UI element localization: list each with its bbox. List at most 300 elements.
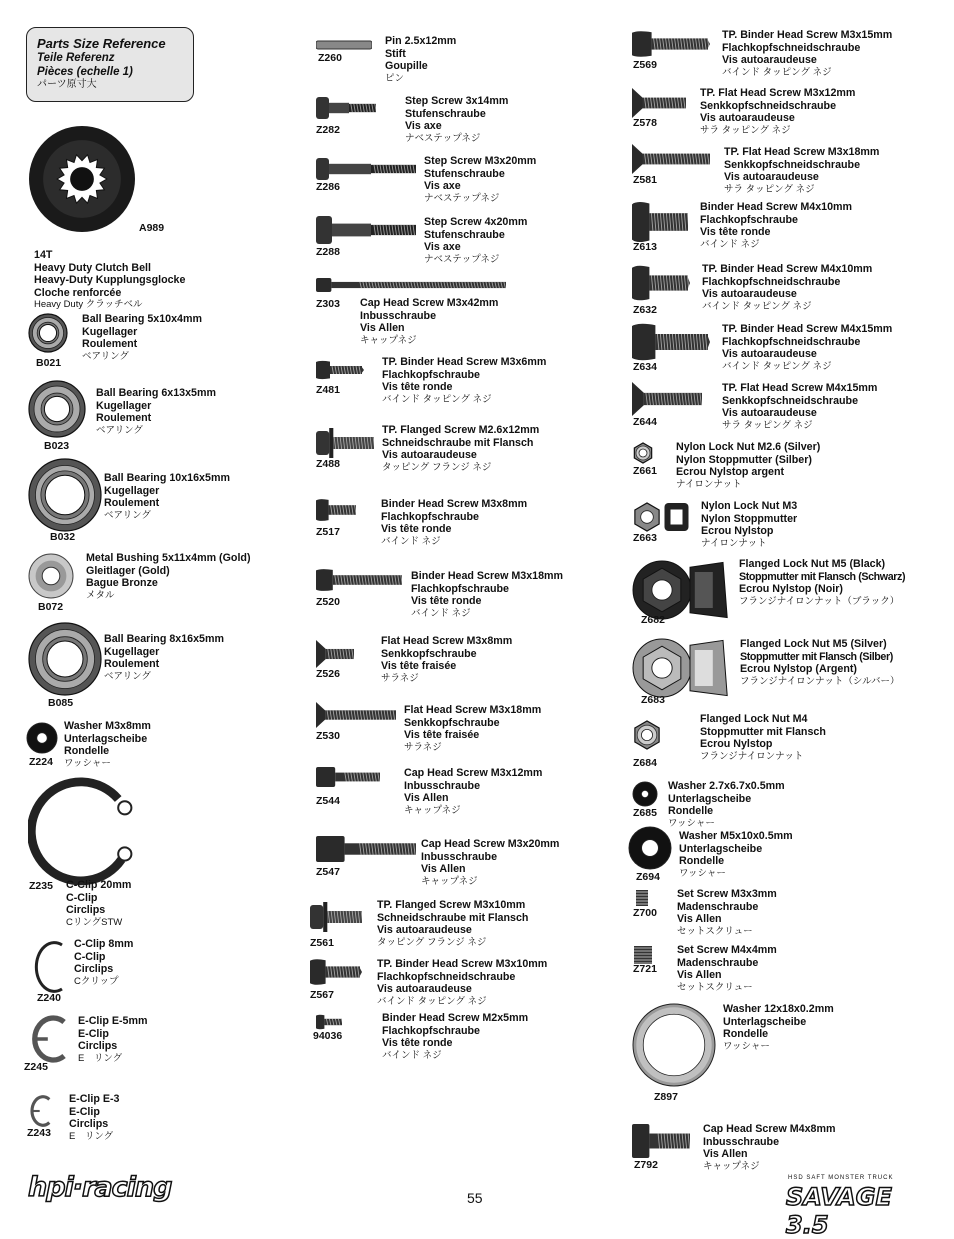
part-description xyxy=(381,635,512,684)
part-image-z897 xyxy=(632,1003,716,1087)
part-image-z544 xyxy=(316,767,380,787)
part-description-japanese: バインド タッピング ネジ xyxy=(722,360,832,372)
part-description-line: Nylon Lock Nut M3 xyxy=(701,500,798,512)
part-description-japanese: キャップネジ xyxy=(404,804,461,816)
part-description-line: Cap Head Screw M3x12mm xyxy=(404,767,543,779)
part-image-z517 xyxy=(316,498,358,522)
part-image-z634 xyxy=(632,322,710,362)
part-description-line: Madenschraube xyxy=(677,956,759,969)
part-description-japanese: ベアリング xyxy=(96,424,143,436)
part-description-line: Flachkopfschraube xyxy=(382,1024,480,1037)
part-description-japanese: セットスクリュー xyxy=(677,981,753,993)
part-image-z243 xyxy=(28,1094,54,1128)
part-description-japanese: バインド ネジ xyxy=(700,238,760,250)
part-description-line: Schneidschraube mit Flansch xyxy=(382,436,534,449)
title-japanese: パーツ原寸大 xyxy=(37,79,97,90)
part-description-line: C-Clip 8mm xyxy=(74,938,134,950)
part-image-z613 xyxy=(632,200,690,244)
part-image-b023 xyxy=(28,380,86,438)
part-image-z526 xyxy=(316,640,354,668)
part-description-japanese: バインド ネジ xyxy=(382,1049,442,1061)
part-description-line: TP. Flanged Screw M3x10mm xyxy=(377,899,526,911)
part-description-line: Vis autoaraudeuse xyxy=(702,288,797,301)
part-description xyxy=(382,356,546,405)
part-description-line: Flachkopfschraube xyxy=(382,368,480,381)
part-description-japanese: ピン xyxy=(385,72,405,84)
part-description-line: Washer M3x8mm xyxy=(64,720,151,732)
part-description-line: Kugellager xyxy=(82,325,138,338)
part-description-line: Vis autoaraudeuse xyxy=(722,407,817,420)
part-code: B085 xyxy=(48,697,74,709)
part-description-line: Binder Head Screw M4x10mm xyxy=(700,201,853,213)
part-description-line: Ecrou Nylstop xyxy=(701,525,774,538)
part-description-line: Senkkopfschraube xyxy=(404,716,500,729)
part-code: 94036 xyxy=(313,1030,343,1042)
part-description xyxy=(700,713,826,762)
part-description-japanese: ベアリング xyxy=(82,350,129,362)
title-french: Pièces (echelle 1) xyxy=(37,66,133,78)
part-description-line: Flachkopfschraube xyxy=(411,582,509,595)
part-description-line: Vis autoaraudeuse xyxy=(722,54,817,67)
part-description xyxy=(404,704,541,753)
part-description-japanese: サラネジ xyxy=(381,672,419,684)
part-description-japanese: ナイロンナット xyxy=(701,537,767,549)
part-image-z567 xyxy=(310,958,362,986)
part-description-line: Unterlagscheibe xyxy=(723,1015,807,1028)
part-code: Z663 xyxy=(633,532,657,544)
part-description xyxy=(74,938,133,987)
part-description-line: Rondelle xyxy=(64,745,110,758)
part-description-line: Circlips xyxy=(66,904,106,917)
part-code: Z520 xyxy=(316,596,340,608)
part-description xyxy=(377,899,528,948)
part-description-line: Vis axe xyxy=(405,120,442,133)
part-code: Z288 xyxy=(316,246,340,258)
part-image-z569 xyxy=(632,30,710,58)
part-description-line: Circlips xyxy=(78,1040,118,1053)
part-description-line: Ball Bearing 5x10x4mm xyxy=(82,313,202,325)
part-description-line: Vis tête fraisée xyxy=(404,729,480,742)
part-description xyxy=(424,155,536,204)
part-description-line: TP. Flat Head Screw M3x18mm xyxy=(724,146,880,158)
part-description-japanese: フランジナイロンナット xyxy=(700,750,804,762)
part-description-line: E-Clip E-5mm xyxy=(78,1015,148,1027)
part-description-line: TP. Flanged Screw M2.6x12mm xyxy=(382,424,540,436)
part-code: Z694 xyxy=(636,871,660,883)
part-description-line: Unterlagscheibe xyxy=(64,732,148,745)
part-code: B023 xyxy=(44,440,70,452)
part-description-line: Binder Head Screw M2x5mm xyxy=(382,1012,529,1024)
part-image-z578 xyxy=(632,88,686,118)
part-description-line: Ball Bearing 6x13x5mm xyxy=(96,387,216,399)
part-image-z682 xyxy=(632,560,732,620)
part-description-japanese: ワッシャー xyxy=(723,1040,770,1052)
part-description xyxy=(104,472,230,521)
part-description-line: Inbusschraube xyxy=(703,1135,780,1148)
part-description xyxy=(382,424,539,473)
part-description-japanese: タッピング フランジ ネジ xyxy=(382,461,492,473)
part-code: Z683 xyxy=(641,694,665,706)
part-description xyxy=(382,1012,528,1061)
part-description-line: E-Clip xyxy=(78,1027,109,1040)
part-code: Z235 xyxy=(29,880,53,892)
part-description xyxy=(66,879,131,928)
part-code: B021 xyxy=(36,357,62,369)
part-description-japanese: フランジナイロンナット（シルバー） xyxy=(740,675,900,687)
part-description-line: 14T xyxy=(34,249,53,261)
part-description-line: TP. Flat Head Screw M4x15mm xyxy=(722,382,878,394)
part-code: Z578 xyxy=(633,117,657,129)
part-description-line: Vis axe xyxy=(424,180,461,193)
part-image-z224 xyxy=(26,722,58,754)
part-description-line: Flat Head Screw M3x8mm xyxy=(381,635,513,647)
part-image-b021 xyxy=(28,313,68,353)
part-code: Z685 xyxy=(633,807,657,819)
part-code: Z481 xyxy=(316,384,340,396)
part-description-line: Unterlagscheibe xyxy=(679,842,763,855)
part-description xyxy=(724,146,879,195)
part-image-z683 xyxy=(632,638,732,698)
part-description-line: E-Clip xyxy=(69,1105,100,1118)
part-description-line: Roulement xyxy=(104,497,160,510)
part-description xyxy=(677,944,777,993)
part-description-line: Kugellager xyxy=(104,645,160,658)
part-description-japanese: バインド ネジ xyxy=(381,535,441,547)
part-description-japanese: ナベステップネジ xyxy=(424,192,500,204)
part-description-line: Flachkopfschraube xyxy=(700,213,798,226)
part-description-japanese: バインド タッピング ネジ xyxy=(377,995,487,1007)
part-description-line: Washer 2.7x6.7x0.5mm xyxy=(668,780,785,792)
part-description-line: Binder Head Screw M3x18mm xyxy=(411,570,564,582)
part-description-line: Circlips xyxy=(69,1118,109,1131)
part-description xyxy=(722,29,892,78)
part-description-line: Nylon Lock Nut M2.6 (Silver) xyxy=(676,441,821,453)
part-description-line: Stufenschraube xyxy=(424,167,505,180)
part-description-line: Step Screw M3x20mm xyxy=(424,155,537,167)
part-image-z235 xyxy=(28,777,138,887)
part-code: Z224 xyxy=(29,756,53,768)
part-description-japanese: ワッシャー xyxy=(64,757,111,769)
part-code: Z243 xyxy=(27,1127,51,1139)
part-description-line: Rondelle xyxy=(668,805,714,818)
part-description xyxy=(740,638,900,687)
part-description xyxy=(405,95,508,144)
part-description xyxy=(679,830,793,879)
part-code: Z544 xyxy=(316,795,340,807)
part-description-line: Vis tête ronde xyxy=(411,595,482,608)
part-description-japanese: ワッシャー xyxy=(668,817,715,829)
part-description-line: Senkkopfschneidschraube xyxy=(724,158,861,171)
savage-logo xyxy=(786,1175,926,1239)
part-description xyxy=(411,570,563,619)
part-image-z481 xyxy=(316,360,364,380)
part-description-line: Rondelle xyxy=(679,855,725,868)
part-description-line: Ecrou Nylstop (Noir) xyxy=(739,583,843,596)
part-image-z520 xyxy=(316,568,404,592)
part-description-line: Cloche renforcée xyxy=(34,286,122,299)
part-description-line: Kugellager xyxy=(96,399,152,412)
part-description xyxy=(676,441,820,490)
part-description xyxy=(96,387,216,436)
part-description xyxy=(404,767,542,816)
part-description-line: TP. Binder Head Screw M3x15mm xyxy=(722,29,893,41)
part-description-line: Binder Head Screw M3x8mm xyxy=(381,498,528,510)
part-description xyxy=(86,552,251,601)
part-description-line: Washer M5x10x0.5mm xyxy=(679,830,793,842)
part-description-line: Heavy Duty Clutch Bell xyxy=(34,261,151,274)
part-code: Z613 xyxy=(633,241,657,253)
part-description-line: Nylon Stoppmutter xyxy=(701,512,798,525)
part-image-94036 xyxy=(316,1014,344,1030)
part-description-line: Vis autoaraudeuse xyxy=(722,348,817,361)
savage-logo-subtitle: HSD SAFT MONSTER TRUCK xyxy=(788,1175,894,1181)
part-description-line: Gleitlager (Gold) xyxy=(86,564,170,577)
part-description-line: Set Screw M4x4mm xyxy=(677,944,777,956)
part-description-line: Bague Bronze xyxy=(86,577,158,590)
part-description xyxy=(69,1093,119,1142)
part-description-japanese: ワッシャー xyxy=(679,867,726,879)
part-description xyxy=(701,500,797,549)
part-description-line: Flachkopfschneidschraube xyxy=(702,275,841,288)
part-description-line: Vis tête ronde xyxy=(382,1037,453,1050)
title-english: Parts Size Reference xyxy=(37,36,166,51)
part-image-z792 xyxy=(632,1124,690,1158)
part-code: Z569 xyxy=(633,59,657,71)
part-description-line: Nylon Stoppmutter (Silber) xyxy=(676,453,812,466)
part-image-z282 xyxy=(316,95,376,121)
part-description-japanese: CリングSTW xyxy=(66,916,123,928)
part-image-z581 xyxy=(632,144,710,174)
part-description-japanese: セットスクリュー xyxy=(677,925,753,937)
part-description-line: Flachkopfschneidschraube xyxy=(722,335,861,348)
part-code: Z303 xyxy=(316,298,340,310)
part-description xyxy=(421,838,559,887)
part-description-line: Flanged Lock Nut M5 (Black) xyxy=(739,558,886,570)
part-description-line: Senkkopfschraube xyxy=(381,647,477,660)
part-description-line: Vis autoaraudeuse xyxy=(377,924,472,937)
part-description-line: TP. Binder Head Screw M4x15mm xyxy=(722,323,893,335)
part-description-line: Flanged Lock Nut M5 (Silver) xyxy=(740,638,887,650)
part-description-japanese: ナベステップネジ xyxy=(405,132,481,144)
part-description xyxy=(104,633,224,682)
part-code: Z488 xyxy=(316,458,340,470)
part-code: B072 xyxy=(38,601,64,613)
part-description xyxy=(700,201,852,250)
part-description xyxy=(78,1015,147,1064)
savage-logo-title: SAVAGE 3.5 xyxy=(786,1183,892,1239)
part-description-line: Senkkopfschneidschraube xyxy=(722,394,859,407)
part-description-line: Cap Head Screw M4x8mm xyxy=(703,1123,836,1135)
part-code: Z245 xyxy=(24,1061,48,1073)
part-description-japanese: ナベステップネジ xyxy=(424,253,500,265)
part-description xyxy=(668,780,785,829)
part-description-line: Ecrou Nylstop xyxy=(700,738,773,751)
part-description-japanese: メタル xyxy=(86,589,115,601)
part-description-line: Flanged Lock Nut M4 xyxy=(700,713,808,725)
part-code: Z567 xyxy=(310,989,334,1001)
part-code: A989 xyxy=(139,222,165,234)
part-code: Z282 xyxy=(316,124,340,136)
part-description-line: Inbusschraube xyxy=(360,309,437,322)
part-description-line: Vis Allen xyxy=(421,863,466,876)
part-code: Z526 xyxy=(316,668,340,680)
part-description-line: E-Clip E-3 xyxy=(69,1093,120,1105)
part-description-line: Stoppmutter mit Flansch (Schwarz) xyxy=(739,570,906,583)
part-code: Z644 xyxy=(633,416,657,428)
part-description-line: Vis tête fraisée xyxy=(381,660,457,673)
part-code: Z632 xyxy=(633,304,657,316)
part-description xyxy=(385,35,456,84)
part-description-japanese: バインド タッピング ネジ xyxy=(702,300,812,312)
part-description-line: Kugellager xyxy=(104,484,160,497)
hpi-racing-logo: hpi·racing xyxy=(28,1172,172,1203)
part-description-japanese: ナイロンナット xyxy=(676,478,742,490)
part-image-z661 xyxy=(632,442,654,464)
part-description-line: Step Screw 3x14mm xyxy=(405,95,509,107)
part-description-japanese: ベアリング xyxy=(104,670,151,682)
part-description xyxy=(424,216,527,265)
part-description-line: Ecrou Nylstop argent xyxy=(676,466,785,479)
part-code: Z721 xyxy=(633,963,657,975)
part-description xyxy=(722,323,892,372)
part-image-z644 xyxy=(632,382,702,416)
part-image-z245 xyxy=(28,1014,72,1064)
part-description-line: Cap Head Screw M3x42mm xyxy=(360,297,499,309)
part-description-line: Flachkopfschneidschraube xyxy=(377,970,516,983)
part-description xyxy=(64,720,151,769)
parts-size-reference-title-box xyxy=(26,27,194,102)
part-description xyxy=(360,297,498,346)
part-code: B032 xyxy=(50,531,76,543)
part-description-japanese: キャップネジ xyxy=(360,334,417,346)
part-description-line: Roulement xyxy=(96,412,152,425)
part-image-z721 xyxy=(634,946,652,964)
part-description-line: Ball Bearing 10x16x5mm xyxy=(104,472,230,484)
part-description-line: Vis Allen xyxy=(677,913,722,926)
part-description-japanese: E リング xyxy=(69,1130,114,1142)
part-description-japanese: E リング xyxy=(78,1052,123,1064)
part-description xyxy=(702,263,872,312)
part-image-z684 xyxy=(632,716,662,754)
part-image-z561 xyxy=(310,902,362,932)
part-description-line: Vis Allen xyxy=(677,969,722,982)
part-description-japanese: サラ タッピング ネジ xyxy=(722,419,813,431)
part-code: Z897 xyxy=(654,1091,678,1103)
part-description-line: Step Screw 4x20mm xyxy=(424,216,528,228)
part-description-line: TP. Binder Head Screw M3x6mm xyxy=(382,356,547,368)
part-image-z547 xyxy=(316,836,416,862)
part-description-line: Stufenschraube xyxy=(405,107,486,120)
part-description-line: Madenschraube xyxy=(677,900,759,913)
part-description-line: Senkkopfschneidschraube xyxy=(700,99,837,112)
part-description-line: Vis Allen xyxy=(703,1148,748,1161)
part-image-z303 xyxy=(316,278,506,292)
part-code: Z530 xyxy=(316,730,340,742)
part-description-japanese: Cクリップ xyxy=(74,975,119,987)
part-image-z530 xyxy=(316,702,396,728)
part-description-line: Flat Head Screw M3x18mm xyxy=(404,704,542,716)
part-description-line: Stoppmutter mit Flansch xyxy=(700,725,826,738)
part-description xyxy=(739,558,905,607)
part-image-z286 xyxy=(316,156,416,182)
part-description-japanese: キャップネジ xyxy=(703,1160,760,1172)
part-description-line: Schneidschraube mit Flansch xyxy=(377,911,529,924)
part-code: Z260 xyxy=(318,52,342,64)
part-image-z663 xyxy=(632,502,690,532)
part-code: Z700 xyxy=(633,907,657,919)
part-description-japanese: バインド タッピング ネジ xyxy=(722,66,832,78)
part-description xyxy=(703,1123,835,1172)
part-description-japanese: キャップネジ xyxy=(421,875,478,887)
part-description-line: TP. Binder Head Screw M3x10mm xyxy=(377,958,548,970)
part-description xyxy=(82,313,202,362)
part-code: Z240 xyxy=(37,992,61,1004)
part-description-line: Vis autoaraudeuse xyxy=(700,112,795,125)
part-image-a989 xyxy=(28,125,136,233)
part-description-line: Inbusschraube xyxy=(421,850,498,863)
title-german: Teile Referenz xyxy=(37,52,115,64)
part-description-japanese: サラ タッピング ネジ xyxy=(724,183,815,195)
part-description-line: Vis Allen xyxy=(404,792,449,805)
part-description-japanese: ベアリング xyxy=(104,509,151,521)
part-description xyxy=(700,87,855,136)
part-description-japanese: バインド タッピング ネジ xyxy=(382,393,492,405)
part-description-line: Flachkopfschraube xyxy=(381,510,479,523)
part-code: Z286 xyxy=(316,181,340,193)
part-code: Z792 xyxy=(634,1159,658,1171)
part-image-z260 xyxy=(316,40,372,50)
part-description-line: TP. Flat Head Screw M3x12mm xyxy=(700,87,856,99)
part-description-japanese: Heavy Duty クラッチベル xyxy=(34,299,143,311)
part-description-line: C-Clip 20mm xyxy=(66,879,132,891)
part-description-line: Stift xyxy=(385,47,406,60)
part-description-japanese: サラ タッピング ネジ xyxy=(700,124,791,136)
part-image-z488 xyxy=(316,428,374,458)
part-description-line: Vis autoaraudeuse xyxy=(382,449,477,462)
part-code: Z684 xyxy=(633,757,657,769)
part-code: Z682 xyxy=(641,614,665,626)
part-code: Z547 xyxy=(316,866,340,878)
part-description xyxy=(677,888,777,937)
part-description-line: Inbusschraube xyxy=(404,779,481,792)
part-description xyxy=(723,1003,834,1052)
part-description-line: Stoppmutter mit Flansch (Silber) xyxy=(740,650,893,663)
part-description-line: Set Screw M3x3mm xyxy=(677,888,777,900)
part-description xyxy=(377,958,547,1007)
part-code: Z561 xyxy=(310,937,334,949)
part-image-z240 xyxy=(28,938,68,996)
part-description xyxy=(722,382,877,431)
part-image-b085 xyxy=(28,622,102,696)
page-number: 55 xyxy=(467,1190,483,1206)
part-description-line: Roulement xyxy=(82,338,138,351)
part-code: Z661 xyxy=(633,465,657,477)
part-description-line: Stufenschraube xyxy=(424,228,505,241)
part-image-z288 xyxy=(316,214,416,246)
part-description xyxy=(34,249,185,310)
part-description-line: Vis tête ronde xyxy=(382,381,453,394)
part-image-b032 xyxy=(28,458,102,532)
part-description-line: Unterlagscheibe xyxy=(668,792,752,805)
part-image-z700 xyxy=(636,890,648,906)
part-description-line: Ecrou Nylstop (Argent) xyxy=(740,663,857,676)
part-description-line: Roulement xyxy=(104,658,160,671)
part-code: Z581 xyxy=(633,174,657,186)
part-description-japanese: フランジナイロンナット（ブラック） xyxy=(739,595,900,607)
part-description-japanese: バインド ネジ xyxy=(411,607,471,619)
part-description-line: Metal Bushing 5x11x4mm (Gold) xyxy=(86,552,251,564)
part-description-line: Goupille xyxy=(385,60,428,73)
